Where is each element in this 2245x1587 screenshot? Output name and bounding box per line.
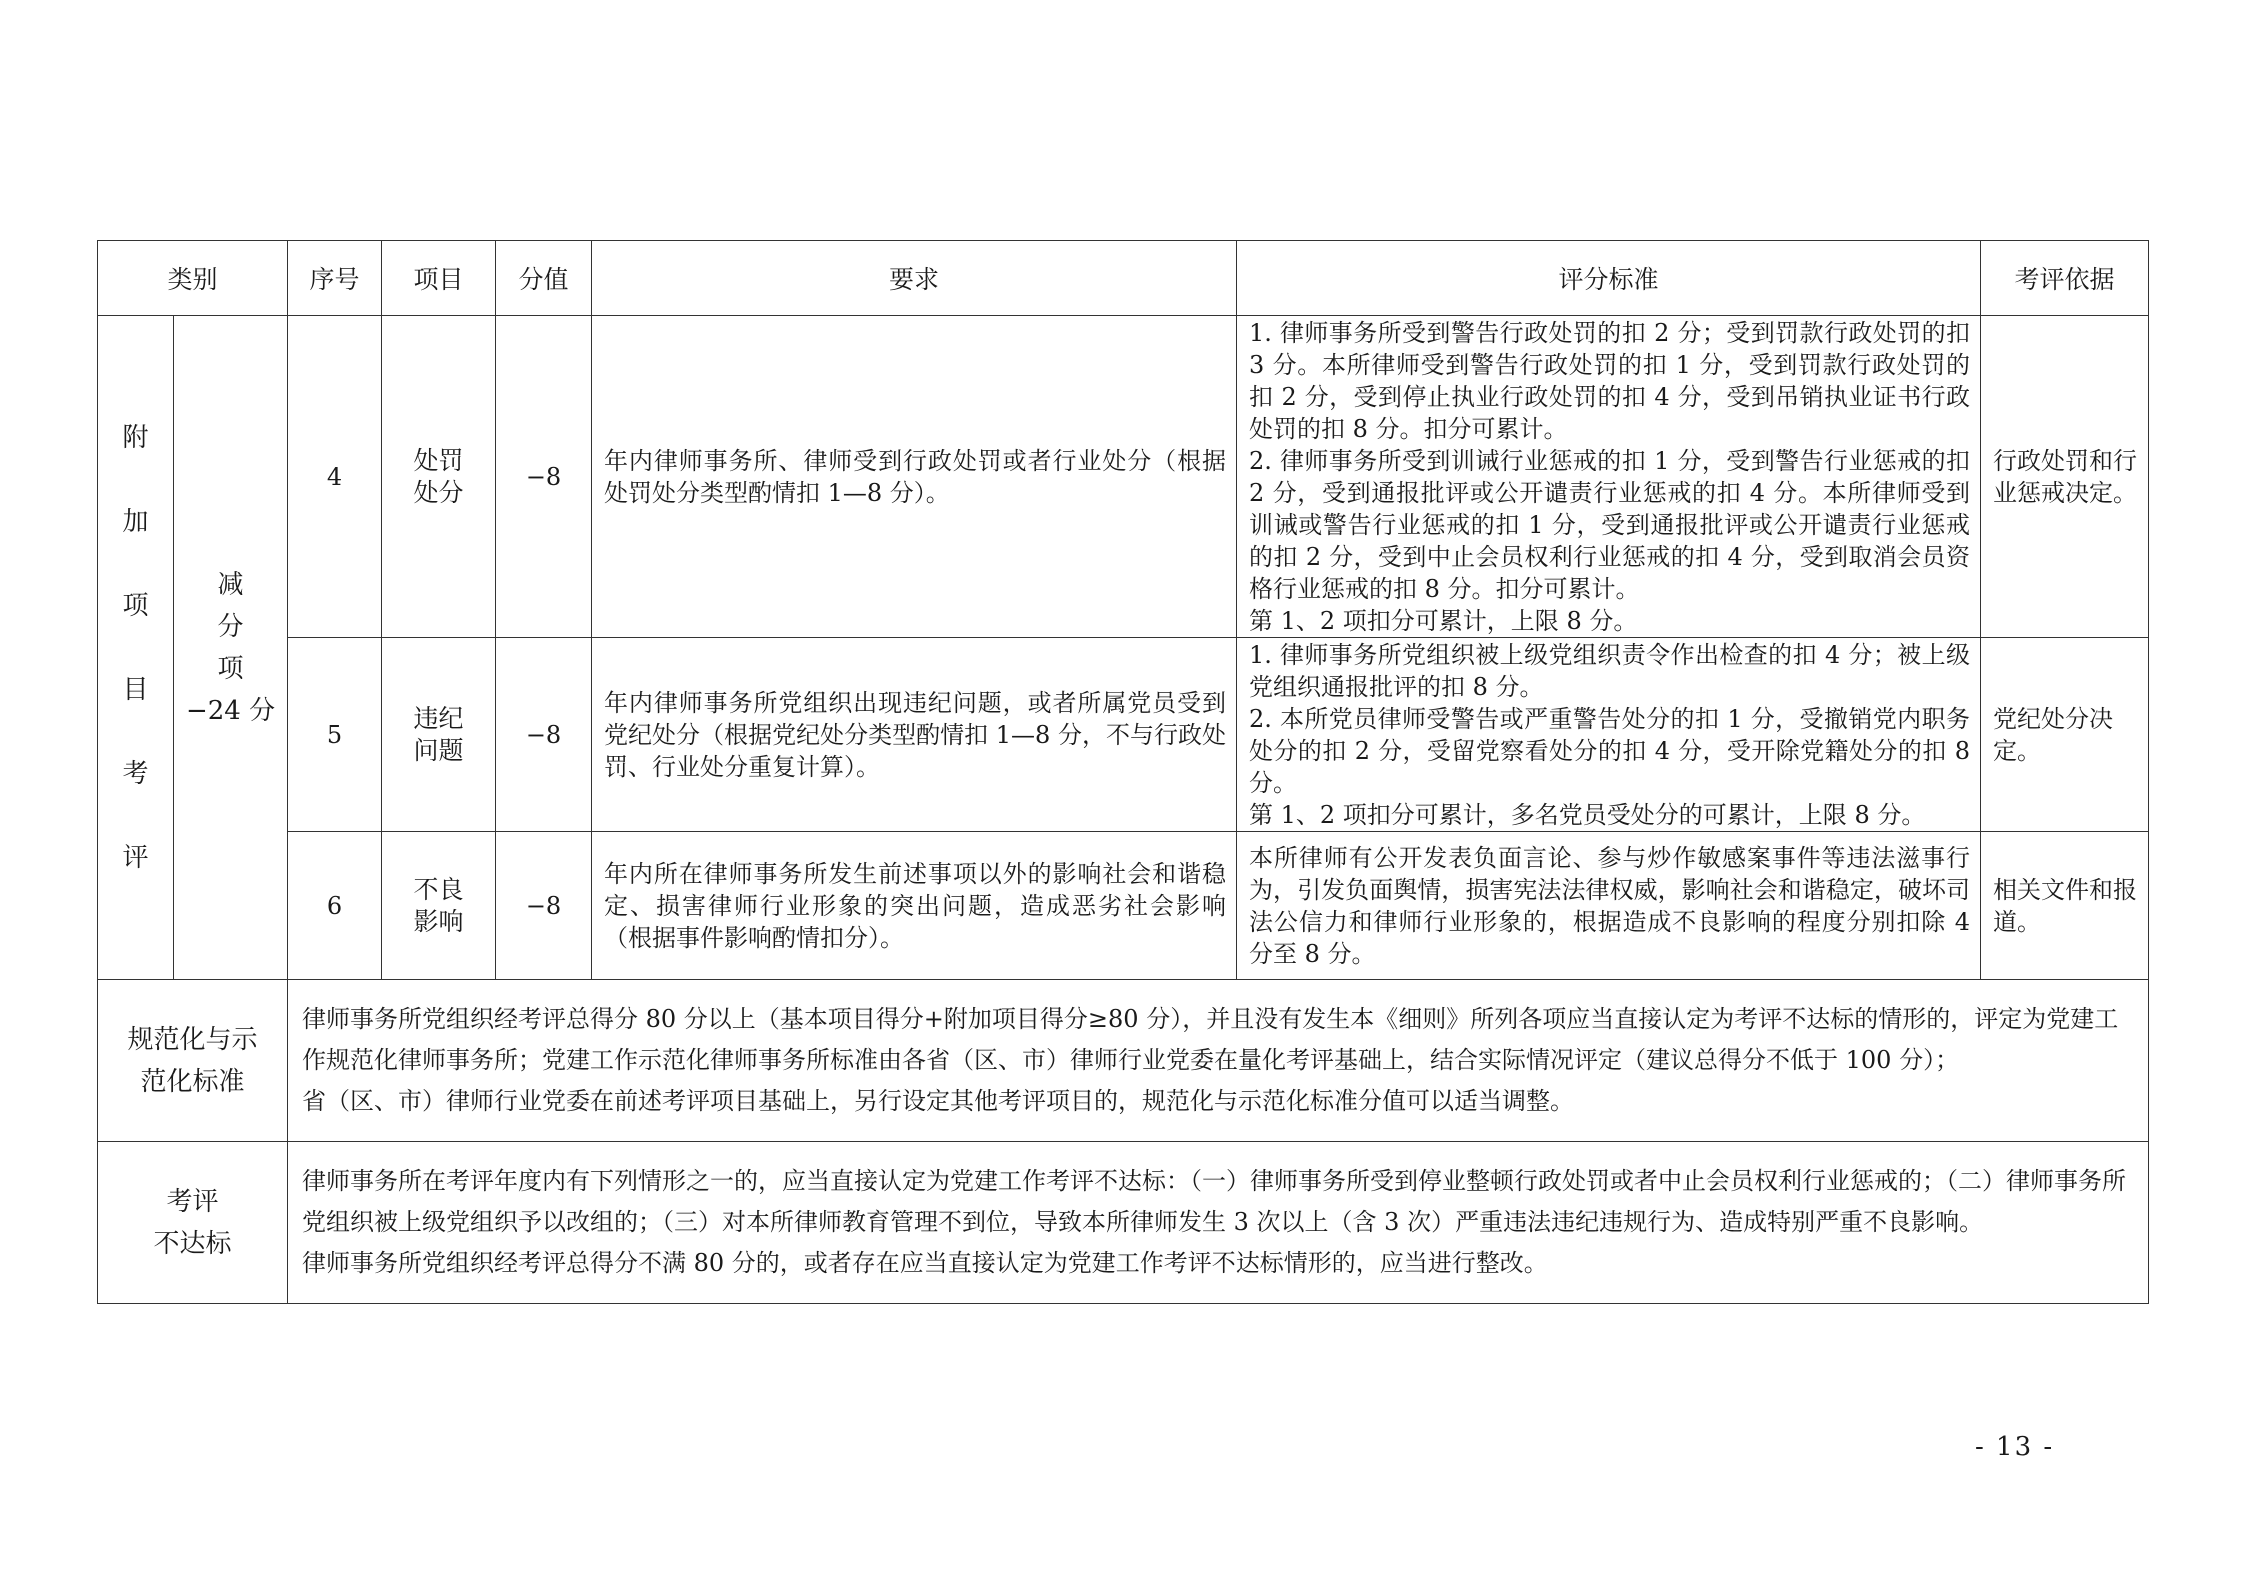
category-sub: 减 分 项 −24 分 (174, 316, 288, 980)
failing-label: 考评 不达标 (98, 1142, 288, 1304)
row-standard: 1. 律师事务所党组织被上级党组织责令作出检查的扣 4 分；被上级党组织通报批评的扣 8 分。 2. 本所党员律师受警告或严重警告处分的扣 1 分，受撤销党内职务处分的扣 2 分，受留党察看处分的扣 4 分，受开除党籍处分的扣 8 分。 第 1、2 项扣分可累计，多名党员受处分的可累计，上限 8 分。 (1237, 638, 1981, 832)
table-row (98, 832, 2149, 980)
evaluation-table (97, 240, 2149, 1304)
row-requirement: 年内律师事务所、律师受到行政处罚或者行业处分（根据处罚处分类型酌情扣 1—8 分）。 (592, 316, 1237, 638)
row-standard: 1. 律师事务所受到警告行政处罚的扣 2 分；受到罚款行政处罚的扣 3 分。本所律师受到警告行政处罚的扣 1 分，受到罚款行政处罚的扣 2 分，受到停止执业行政处罚的扣 4 分，受到吊销执业证书行政处罚的扣 8 分。扣分可累计。 2. 律师事务所受到训诫行业惩戒的扣 1 分，受到警告行业惩戒的扣 2 分，受到通报批评或公开谴责行业惩戒的扣 4 分。本所律师受到训诫或警告行业惩戒的扣 1 分，受到通报批评或公开谴责行业惩戒的扣 2 分，受到中止会员权利行业惩戒的扣 4 分，受到取消会员资格行业惩戒的扣 8 分。扣分可累计。 第 1、2 项扣分可累计，上限 8 分。 (1237, 316, 1981, 638)
row-item: 违纪 问题 (382, 638, 496, 832)
row-basis: 党纪处分决定。 (1981, 638, 2149, 832)
row-seq: 5 (288, 638, 382, 832)
standardization-label: 规范化与示 范化标准 (98, 980, 288, 1142)
header-basis: 考评依据 (1981, 241, 2149, 316)
row-seq: 6 (288, 832, 382, 980)
row-score: −8 (496, 316, 592, 638)
table-row (98, 638, 2149, 832)
row-score: −8 (496, 832, 592, 980)
row-basis: 行政处罚和行业惩戒决定。 (1981, 316, 2149, 638)
table-row (98, 316, 2149, 638)
header-standard: 评分标准 (1237, 241, 1981, 316)
header-requirement: 要求 (592, 241, 1237, 316)
standardization-row (98, 980, 2149, 1142)
header-row (98, 241, 2149, 316)
row-requirement: 年内所在律师事务所发生前述事项以外的影响社会和谐稳定、损害律师行业形象的突出问题，造成恶劣社会影响（根据事件影响酌情扣分）。 (592, 832, 1237, 980)
row-score: −8 (496, 638, 592, 832)
row-basis: 相关文件和报道。 (1981, 832, 2149, 980)
failing-row (98, 1142, 2149, 1304)
row-seq: 4 (288, 316, 382, 638)
standardization-text: 律师事务所党组织经考评总得分 80 分以上（基本项目得分+附加项目得分≥80 分），并且没有发生本《细则》所列各项应当直接认定为考评不达标的情形的，评定为党建工作规范化律师事务所；党建工作示范化律师事务所标准由各省（区、市）律师行业党委在量化考评基础上，结合实际情况评定（建议总得分不低于 100 分）； 省（区、市）律师行业党委在前述考评项目基础上，另行设定其他考评项目的，规范化与示范化标准分值可以适当调整。 (288, 980, 2149, 1142)
row-standard: 本所律师有公开发表负面言论、参与炒作敏感案事件等违法滋事行为，引发负面舆情，损害宪法法律权威，影响社会和谐稳定，破坏司法公信力和律师行业形象的，根据造成不良影响的程度分别扣除 4 分至 8 分。 (1237, 832, 1981, 980)
header-seq: 序号 (288, 241, 382, 316)
failing-text: 律师事务所在考评年度内有下列情形之一的，应当直接认定为党建工作考评不达标：（一）律师事务所受到停业整顿行政处罚或者中止会员权利行业惩戒的；（二）律师事务所党组织被上级党组织予以改组的；（三）对本所律师教育管理不到位，导致本所律师发生 3 次以上（含 3 次）严重违法违纪违规行为、造成特别严重不良影响。 律师事务所党组织经考评总得分不满 80 分的，或者存在应当直接认定为党建工作考评不达标情形的，应当进行整改。 (288, 1142, 2149, 1304)
row-item: 不良 影响 (382, 832, 496, 980)
header-item: 项目 (382, 241, 496, 316)
category-main: 附 加 项 目 考 评 (98, 316, 174, 980)
header-score: 分值 (496, 241, 592, 316)
row-item: 处罚 处分 (382, 316, 496, 638)
row-requirement: 年内律师事务所党组织出现违纪问题，或者所属党员受到党纪处分（根据党纪处分类型酌情扣 1—8 分，不与行政处罚、行业处分重复计算）。 (592, 638, 1237, 832)
page-number: - 13 - (1975, 1432, 2055, 1462)
header-category: 类别 (98, 241, 288, 316)
